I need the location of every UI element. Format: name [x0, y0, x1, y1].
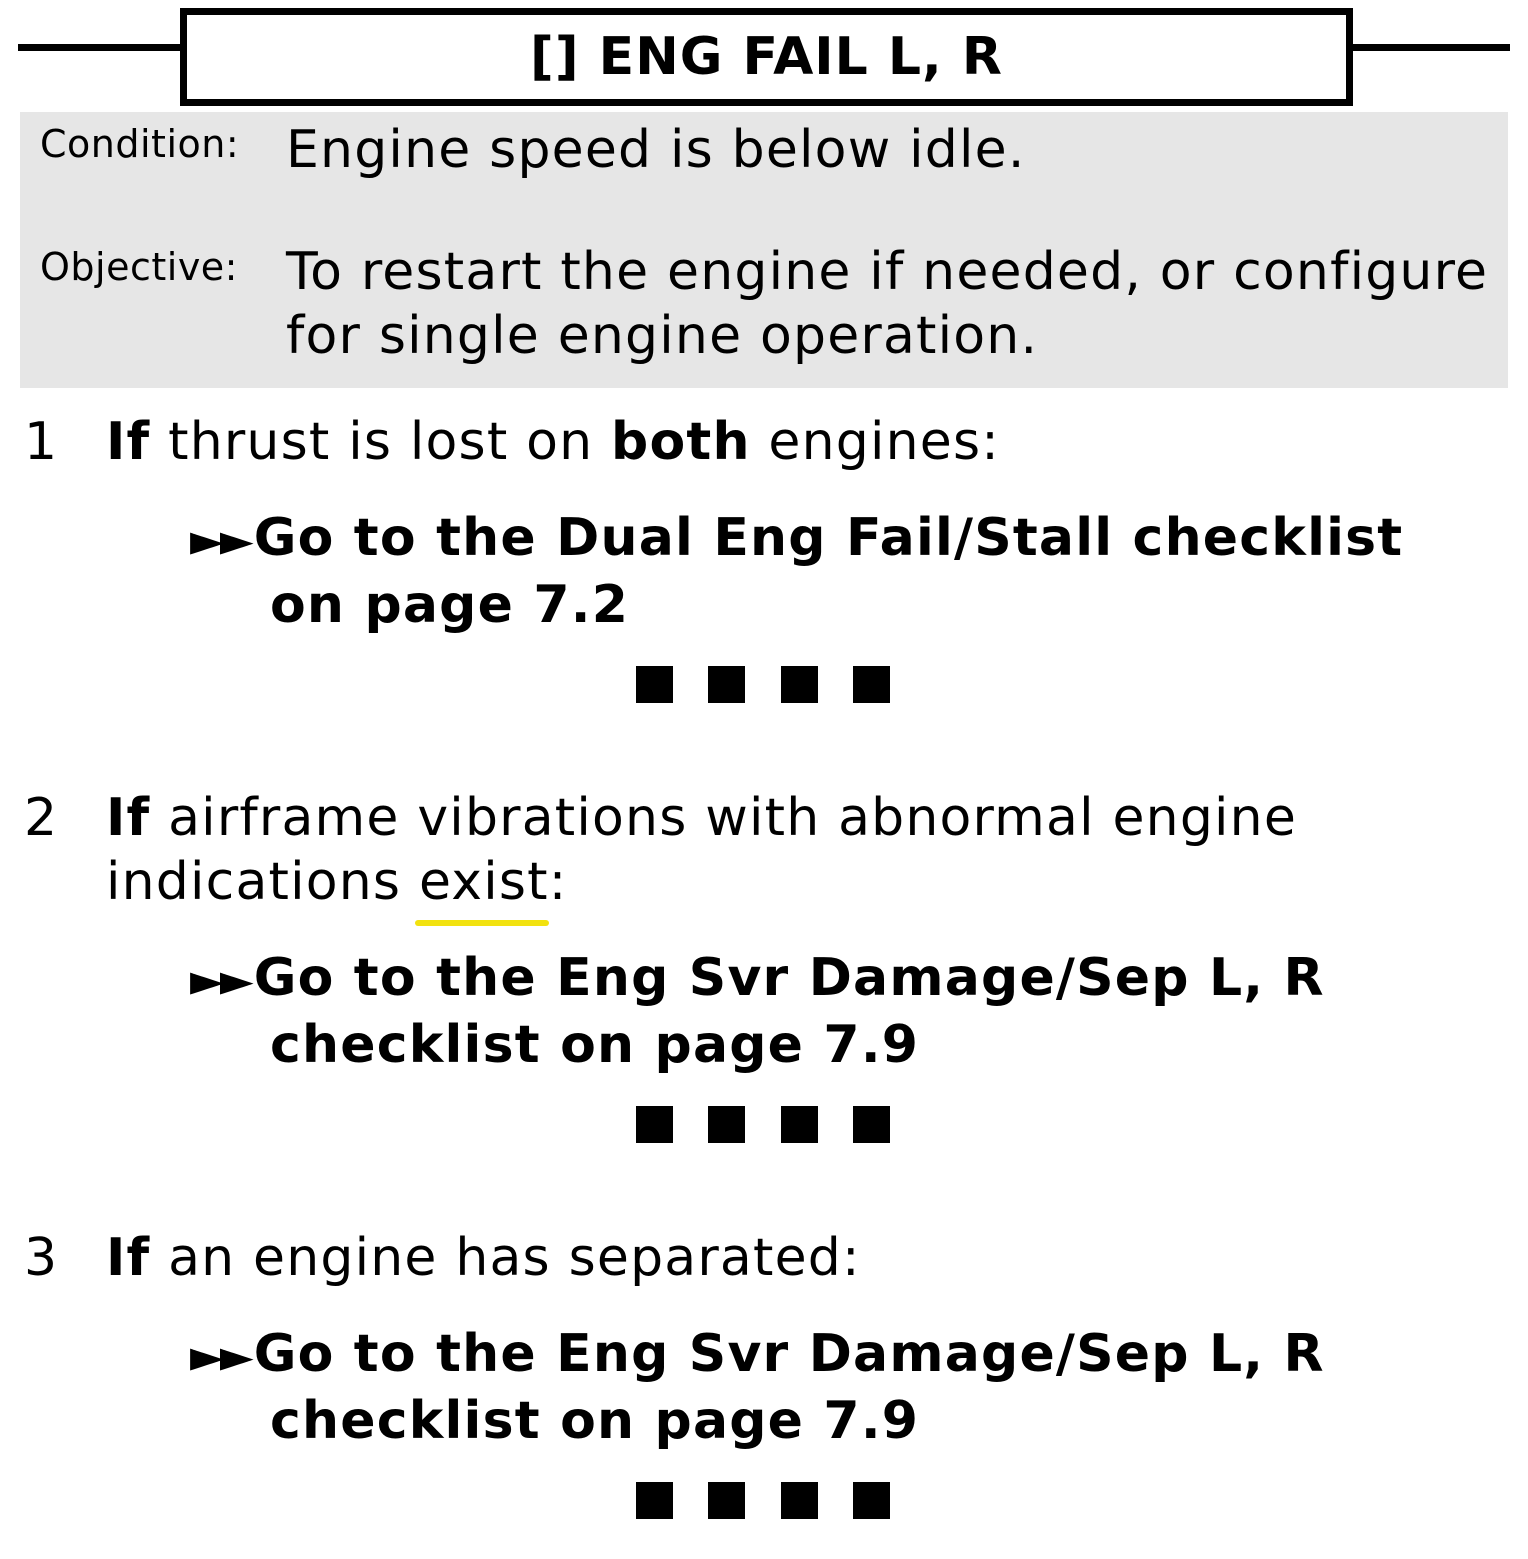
step-2-line-2-post: :	[548, 852, 568, 912]
step-3-text	[106, 1226, 1506, 1290]
step-3-if: If	[106, 1228, 151, 1288]
step-1-goto-line-1: Go to the Dual Eng Fail/Stall checklist	[253, 508, 1404, 568]
end-square-icon	[708, 666, 745, 703]
step-1-if: If	[106, 412, 151, 472]
objective-label: Objective:	[40, 245, 238, 289]
step-1-goto-line-2: on page 7.2	[270, 575, 630, 635]
end-square-icon	[708, 1482, 745, 1519]
step-2-goto	[190, 946, 1510, 1077]
objective-line-2: for single engine operation.	[286, 306, 1039, 366]
step-2-line-1: airframe vibrations with abnormal engine	[150, 788, 1298, 848]
step-2-text	[106, 786, 1506, 914]
step-3-number: 3	[24, 1228, 58, 1288]
step-1-both: both	[611, 412, 751, 472]
end-square-icon	[636, 1482, 673, 1519]
title-rule-left	[18, 44, 184, 51]
step-3-goto-line-2: checklist on page 7.9	[270, 1391, 920, 1451]
step-3-rest: an engine has separated:	[150, 1228, 861, 1288]
goto-arrows-icon: ►►	[190, 955, 250, 1006]
step-1-text	[106, 410, 1506, 474]
step-1-goto	[190, 506, 1510, 637]
end-square-icon	[853, 1482, 890, 1519]
step-1-pre: thrust is lost on	[150, 412, 612, 472]
end-square-icon	[853, 1106, 890, 1143]
end-square-icon	[781, 1482, 818, 1519]
goto-arrows-icon: ►►	[190, 1331, 250, 1382]
objective-text	[286, 240, 1501, 368]
end-square-icon	[781, 1106, 818, 1143]
end-square-icon	[636, 1106, 673, 1143]
end-square-icon	[708, 1106, 745, 1143]
step-1-number: 1	[24, 412, 58, 472]
objective-line-1: To restart the engine if needed, or configure	[286, 242, 1489, 302]
checklist-title: [] ENG FAIL L, R	[530, 27, 1003, 87]
step-1-post: engines:	[750, 412, 1000, 472]
goto-arrows-icon: ►►	[190, 515, 250, 566]
step-2-goto-line-2: checklist on page 7.9	[270, 1015, 920, 1075]
checklist-title-box	[180, 8, 1353, 106]
step-2-if: If	[106, 788, 151, 848]
title-rule-right	[1348, 44, 1510, 51]
step-2-number: 2	[24, 788, 58, 848]
step-2-line-2-pre: indications	[106, 852, 419, 912]
step-2-highlighted-word: exist	[418, 852, 549, 912]
end-square-icon	[781, 666, 818, 703]
step-3-goto-line-1: Go to the Eng Svr Damage/Sep L, R	[253, 1324, 1325, 1384]
condition-text: Engine speed is below idle.	[286, 120, 1026, 180]
end-square-icon	[636, 666, 673, 703]
condition-label: Condition:	[40, 122, 240, 166]
end-square-icon	[853, 666, 890, 703]
step-3-goto	[190, 1322, 1510, 1453]
step-2-goto-line-1: Go to the Eng Svr Damage/Sep L, R	[253, 948, 1325, 1008]
